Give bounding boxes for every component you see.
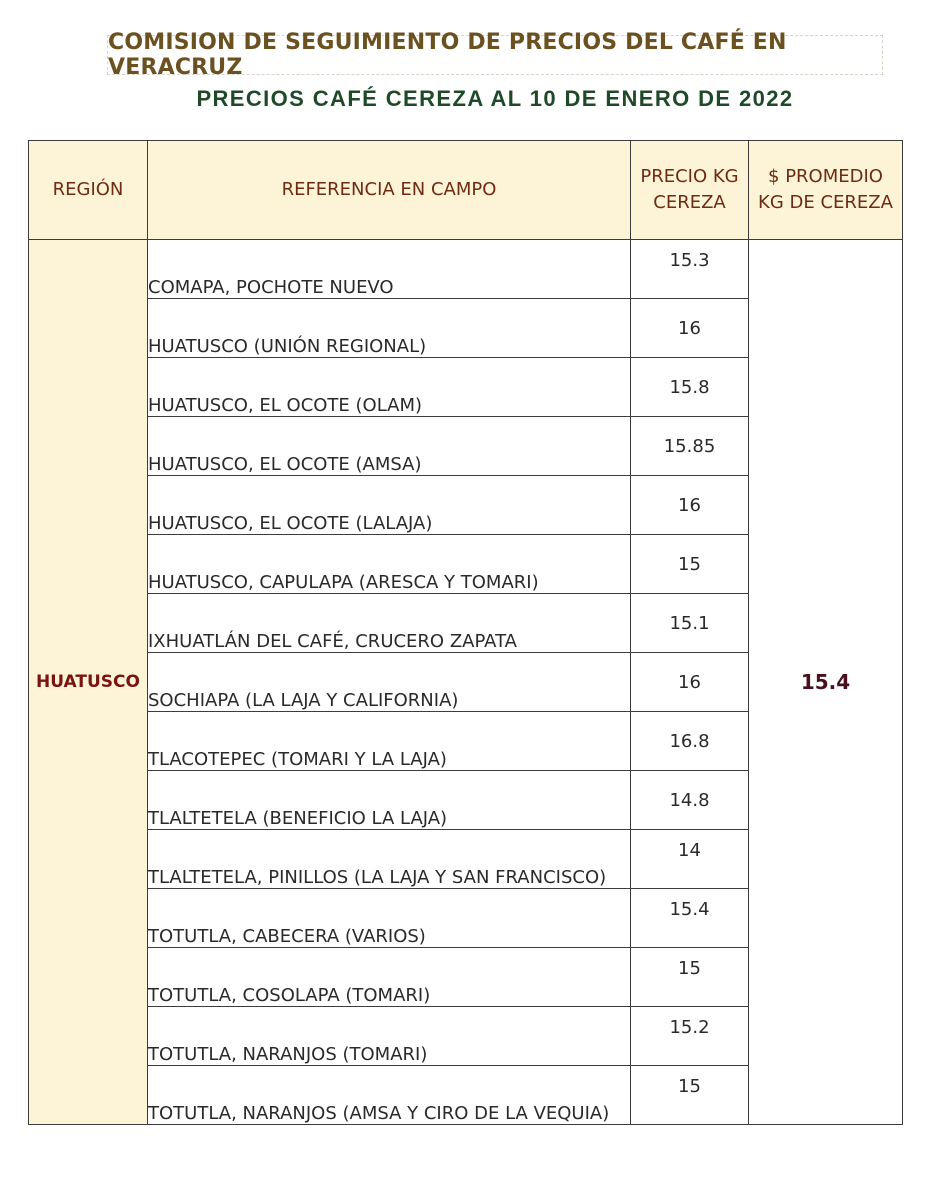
price-cell: 14 — [631, 830, 749, 889]
price-column-header — [631, 141, 749, 240]
reference-cell: TLALTETELA (BENEFICIO LA LAJA) — [148, 771, 631, 830]
price-header-line2: CEREZA — [653, 192, 726, 213]
price-cell: 15.8 — [631, 358, 749, 417]
price-cell: 15 — [631, 535, 749, 594]
reference-cell: HUATUSCO, EL OCOTE (LALAJA) — [148, 476, 631, 535]
region-column-header: REGIÓN — [29, 141, 148, 240]
price-cell: 15.85 — [631, 417, 749, 476]
average-header-line2: KG DE CEREZA — [758, 192, 893, 213]
table-row — [29, 240, 903, 299]
reference-cell: COMAPA, POCHOTE NUEVO — [148, 240, 631, 299]
reference-cell: HUATUSCO, EL OCOTE (AMSA) — [148, 417, 631, 476]
page-subtitle: PRECIOS CAFÉ CEREZA AL 10 DE ENERO DE 2022 — [196, 86, 794, 111]
price-cell: 15.3 — [631, 240, 749, 299]
price-cell: 15 — [631, 948, 749, 1007]
price-cell: 15.4 — [631, 889, 749, 948]
price-cell: 15.2 — [631, 1007, 749, 1066]
reference-cell: TOTUTLA, COSOLAPA (TOMARI) — [148, 948, 631, 1007]
price-cell: 14.8 — [631, 771, 749, 830]
price-cell: 16 — [631, 299, 749, 358]
average-header-line1: $ PROMEDIO — [768, 166, 883, 187]
price-cell: 16 — [631, 476, 749, 535]
reference-cell: TLALTETELA, PINILLOS (LA LAJA Y SAN FRANCISCO) — [148, 830, 631, 889]
price-cell: 16 — [631, 653, 749, 712]
reference-cell: HUATUSCO, EL OCOTE (OLAM) — [148, 358, 631, 417]
price-table — [28, 140, 903, 1125]
price-cell: 15 — [631, 1066, 749, 1125]
reference-cell: TOTUTLA, NARANJOS (AMSA Y CIRO DE LA VEQUIA) — [148, 1066, 631, 1125]
region-cell: HUATUSCO — [29, 240, 148, 1125]
average-cell: 15.4 — [749, 240, 903, 1125]
reference-cell: TLACOTEPEC (TOMARI Y LA LAJA) — [148, 712, 631, 771]
price-header-line1: PRECIO KG — [640, 166, 739, 187]
commission-title: COMISION DE SEGUIMIENTO DE PRECIOS DEL CAFÉ EN VERACRUZ — [107, 35, 883, 75]
reference-cell: IXHUATLÁN DEL CAFÉ, CRUCERO ZAPATA — [148, 594, 631, 653]
price-cell: 15.1 — [631, 594, 749, 653]
table-header-row — [29, 141, 903, 240]
reference-cell: SOCHIAPA (LA LAJA Y CALIFORNIA) — [148, 653, 631, 712]
reference-column-header: REFERENCIA EN CAMPO — [148, 141, 631, 240]
price-cell: 16.8 — [631, 712, 749, 771]
reference-cell: TOTUTLA, CABECERA (VARIOS) — [148, 889, 631, 948]
average-column-header — [749, 141, 903, 240]
reference-cell: TOTUTLA, NARANJOS (TOMARI) — [148, 1007, 631, 1066]
reference-cell: HUATUSCO, CAPULAPA (ARESCA Y TOMARI) — [148, 535, 631, 594]
reference-cell: HUATUSCO (UNIÓN REGIONAL) — [148, 299, 631, 358]
